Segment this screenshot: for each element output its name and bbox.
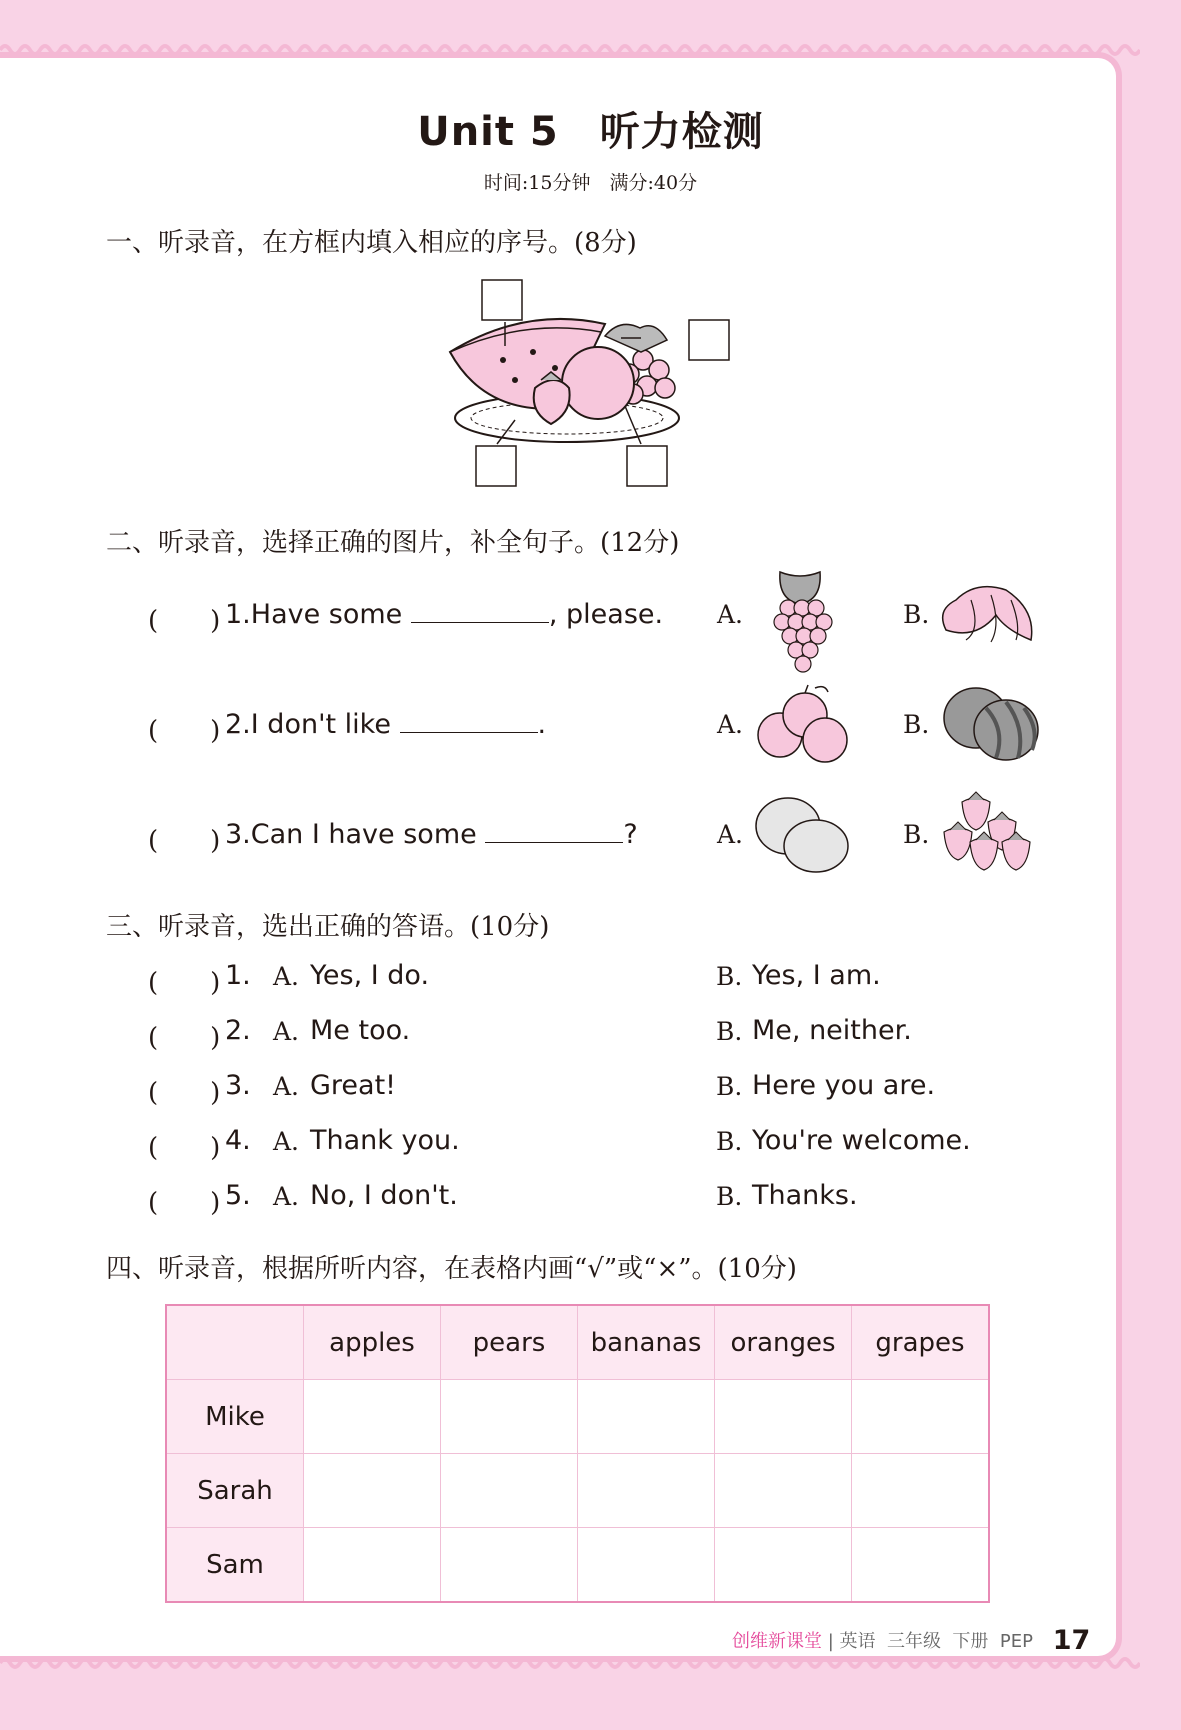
option-a-label: A. bbox=[717, 600, 744, 629]
answer-bracket[interactable]: ( ) bbox=[148, 968, 221, 998]
option-b-text[interactable]: Me, neither. bbox=[752, 1015, 912, 1046]
question-sentence bbox=[225, 818, 638, 850]
option-b-label: B. bbox=[716, 1072, 743, 1101]
answer-box-top[interactable] bbox=[482, 280, 522, 320]
section4-heading: 四、听录音，根据所听内容，在表格内画“√”或“×”。(10分) bbox=[106, 1254, 797, 1284]
option-a-label: A. bbox=[273, 1017, 300, 1046]
answer-bracket[interactable]: ( ) bbox=[148, 1188, 221, 1218]
answer-cell[interactable] bbox=[852, 1454, 990, 1528]
option-b-label: B. bbox=[716, 1017, 743, 1046]
option-b-label: B. bbox=[716, 1182, 743, 1211]
bottom-wave-border bbox=[0, 1655, 1140, 1671]
sentence-start: Have some bbox=[250, 599, 411, 630]
question-sentence bbox=[225, 598, 663, 630]
answer-bracket[interactable]: ( ) bbox=[148, 716, 221, 746]
question-number: 1. bbox=[225, 960, 251, 991]
sentence-start: I don't like bbox=[250, 709, 400, 740]
option-b-text[interactable]: Thanks. bbox=[752, 1180, 858, 1211]
option-a-text[interactable]: Yes, I do. bbox=[310, 960, 430, 991]
answer-bracket[interactable]: ( ) bbox=[148, 606, 221, 636]
table-row bbox=[166, 1454, 989, 1528]
option-a-label: A. bbox=[273, 1127, 300, 1156]
question-number: 5. bbox=[225, 1180, 251, 1211]
answer-cell[interactable] bbox=[304, 1528, 441, 1603]
section3-heading: 三、听录音，选出正确的答语。(10分) bbox=[106, 912, 550, 942]
answer-bracket[interactable]: ( ) bbox=[148, 826, 221, 856]
option-b-text[interactable]: Here you are. bbox=[752, 1070, 936, 1101]
question-number: 3. bbox=[225, 1070, 251, 1101]
question-number: 2. bbox=[225, 709, 251, 740]
question-number: 4. bbox=[225, 1125, 251, 1156]
answer-cell[interactable] bbox=[578, 1454, 715, 1528]
brand-name: 创维新课堂 bbox=[732, 1631, 822, 1652]
column-header: apples bbox=[304, 1305, 441, 1380]
option-b-text[interactable]: Yes, I am. bbox=[752, 960, 881, 991]
answer-bracket[interactable]: ( ) bbox=[148, 1078, 221, 1108]
column-header: pears bbox=[441, 1305, 578, 1380]
footer bbox=[732, 1625, 1090, 1656]
answer-cell[interactable] bbox=[304, 1454, 441, 1528]
option-a-text[interactable]: Great! bbox=[310, 1070, 396, 1101]
answer-cell[interactable] bbox=[578, 1528, 715, 1603]
apples-icon[interactable] bbox=[750, 680, 855, 780]
table-row bbox=[166, 1380, 989, 1454]
row-header: Sam bbox=[166, 1528, 304, 1603]
option-a-label: A. bbox=[717, 820, 744, 849]
page-title: Unit 5 听力检测 bbox=[417, 109, 764, 155]
answer-cell[interactable] bbox=[441, 1380, 578, 1454]
question-number: 1. bbox=[225, 599, 251, 630]
column-header: grapes bbox=[852, 1305, 990, 1380]
lemons-icon[interactable] bbox=[750, 790, 855, 890]
watermelons-icon[interactable] bbox=[936, 680, 1041, 780]
listening-table bbox=[165, 1304, 990, 1603]
option-a-text[interactable]: No, I don't. bbox=[310, 1180, 458, 1211]
option-a-label: A. bbox=[717, 710, 744, 739]
fill-blank[interactable] bbox=[485, 818, 623, 843]
option-a-text[interactable]: Me too. bbox=[310, 1015, 411, 1046]
answer-cell[interactable] bbox=[715, 1528, 852, 1603]
answer-bracket[interactable]: ( ) bbox=[148, 1023, 221, 1053]
answer-cell[interactable] bbox=[441, 1454, 578, 1528]
sentence-end: , please. bbox=[548, 599, 664, 630]
section2-heading: 二、听录音，选择正确的图片，补全句子。(12分) bbox=[106, 528, 680, 558]
sentence-end: ? bbox=[623, 819, 638, 850]
course-info: 英语 三年级 下册 PEP bbox=[839, 1631, 1033, 1652]
option-b-label: B. bbox=[716, 962, 743, 991]
question-number: 3. bbox=[225, 819, 251, 850]
answer-cell[interactable] bbox=[852, 1380, 990, 1454]
answer-box-bottom-left[interactable] bbox=[476, 446, 516, 486]
sentence-start: Can I have some bbox=[250, 819, 486, 850]
fill-blank[interactable] bbox=[400, 708, 538, 733]
answer-cell[interactable] bbox=[304, 1380, 441, 1454]
option-b-text[interactable]: You're welcome. bbox=[752, 1125, 971, 1156]
footer-separator: | bbox=[827, 1631, 840, 1652]
fill-blank[interactable] bbox=[411, 598, 549, 623]
page-number: 17 bbox=[1052, 1625, 1091, 1656]
row-header: Mike bbox=[166, 1380, 304, 1454]
option-a-text[interactable]: Thank you. bbox=[310, 1125, 460, 1156]
question-number: 2. bbox=[225, 1015, 251, 1046]
strawberries-icon[interactable] bbox=[936, 790, 1041, 890]
time-score-info: 时间:15分钟 满分:40分 bbox=[483, 172, 698, 194]
column-header: bananas bbox=[578, 1305, 715, 1380]
answer-box-right[interactable] bbox=[689, 320, 729, 360]
answer-cell[interactable] bbox=[852, 1528, 990, 1603]
answer-bracket[interactable]: ( ) bbox=[148, 1133, 221, 1163]
option-b-label: B. bbox=[903, 600, 930, 629]
sentence-end: . bbox=[537, 709, 547, 740]
row-header: Sarah bbox=[166, 1454, 304, 1528]
answer-cell[interactable] bbox=[715, 1454, 852, 1528]
bananas-icon[interactable] bbox=[936, 570, 1041, 670]
column-header bbox=[166, 1305, 304, 1380]
table-row bbox=[166, 1528, 989, 1603]
column-header: oranges bbox=[715, 1305, 852, 1380]
option-b-label: B. bbox=[903, 710, 930, 739]
option-b-label: B. bbox=[903, 820, 930, 849]
option-b-label: B. bbox=[716, 1127, 743, 1156]
table-header-row bbox=[166, 1305, 989, 1380]
answer-cell[interactable] bbox=[441, 1528, 578, 1603]
grapes-icon[interactable] bbox=[750, 570, 855, 670]
option-a-label: A. bbox=[273, 1072, 300, 1101]
question-sentence bbox=[225, 708, 546, 740]
fruit-plate-illustration bbox=[445, 276, 715, 490]
option-a-label: A. bbox=[273, 962, 300, 991]
answer-cell[interactable] bbox=[578, 1380, 715, 1454]
answer-box-bottom-right[interactable] bbox=[627, 446, 667, 486]
answer-cell[interactable] bbox=[715, 1380, 852, 1454]
section1-heading: 一、听录音，在方框内填入相应的序号。(8分) bbox=[106, 228, 637, 258]
option-a-label: A. bbox=[273, 1182, 300, 1211]
